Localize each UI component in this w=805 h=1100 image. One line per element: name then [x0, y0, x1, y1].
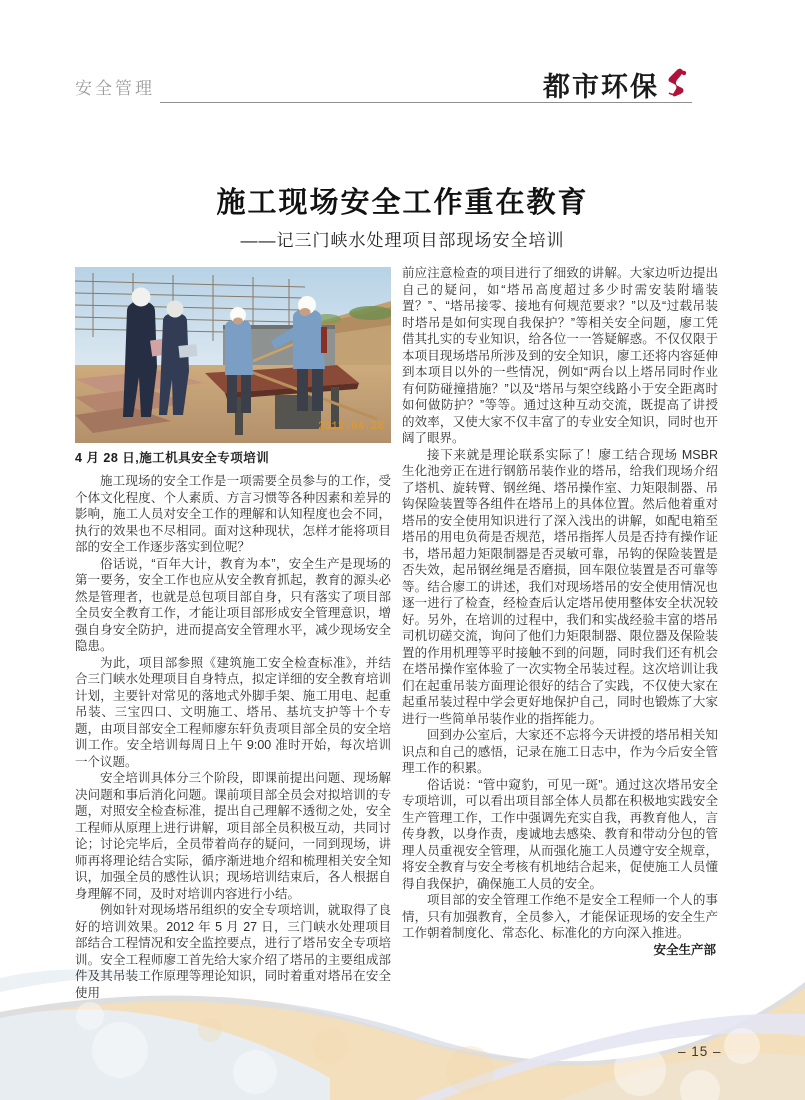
article-signature: 安全生产部: [653, 942, 716, 957]
body-paragraph: 施工现场的安全工作是一项需要全员参与的工作，受个体文化程度、个人素质、方言习惯等各种因素和差异的影响，施工人员对安全工作的理解和认知程度也会不同，执行的效果也不尽相同。面对这种现状，怎样才能将项目部的安全工作逐步落实到位呢？: [75, 474, 391, 554]
section-label: 安全管理: [75, 79, 155, 98]
body-paragraph: 俗话说，“百年大计，教育为本”，安全生产是现场的第一要务，安全工作也应从安全教育抓起，教育的源头必然是管理者，也就是总包项目部自身，只有落实了项目部全员安全教育工作，才能让项目部形成安全管理意识，增强自身安全防护，进而提高安全管理水平，减少现场安全隐患。: [75, 556, 391, 653]
body-paragraph: 为此，项目部参照《建筑施工安全检查标准》，并结合三门峡水处理项目自身特点，拟定详细的安全教育培训计划，主要针对常见的落地式外脚手架、施工用电、起重吊装、三宝四口、文明施工、塔吊、基坑支护等十个专题，由项目部安全工程师廖东轩负责项目部全员的安全培训工作。安全培训每周日上午 9:00 准时开始，每次培训一个议题。: [75, 655, 391, 769]
body-paragraph: 俗话说：“管中窥豹，可见一斑”。通过这次塔吊安全专项培训，可以看出项目部全体人员都在积极地实践安全生产管理工作，工作中强调先充实自我，再教育他人，言传身教，以身作责，虔诚地去感染、教育和带动分包的管理人员重视安全管理，从而强化施工人员遵守安全规章，将安全教育与安全考核有机地结合起来，促使施工人员懂得自我保护，确保施工人员的安全。: [402, 777, 718, 891]
body-paragraph: 例如针对现场塔吊组织的安全专项培训，就取得了良好的培训效果。2012 年 5 月 27 日，三门峡水处理项目部结合工程情况和安全监控要点，进行了塔吊安全专项培训。安全工程师廖工首先给大家介绍了塔吊的主要组成部件及其吊装工作原理等理论知识，同时着重对塔吊在安全使用: [75, 903, 391, 1000]
article-subtitle: ——记三门峡水处理项目部现场安全培训: [240, 231, 565, 250]
article-photo-figure: [75, 267, 391, 466]
left-column: [75, 267, 391, 1001]
left-column-text: [75, 473, 391, 1001]
article-title: 施工现场安全工作重在教育: [216, 187, 589, 219]
page-number: – 15 –: [678, 1044, 722, 1059]
photo-timestamp: 2012.04.28: [318, 421, 385, 433]
phoenix-mark-icon: [661, 67, 691, 101]
body-paragraph: 回到办公室后，大家还不忘将今天讲授的塔吊相关知识点和自己的感悟，记录在施工日志中，作为今后安全管理工作的积累。: [402, 728, 718, 775]
right-column-text: [402, 265, 718, 942]
brand-logo: [543, 66, 691, 102]
brand-wordmark: 都市环保: [543, 71, 659, 102]
construction-site-photo: [75, 267, 391, 443]
body-paragraph: 接下来就是理论联系实际了！廖工结合现场 MSBR 生化池旁正在进行钢筋吊装作业的塔吊，给我们现场介绍了塔机、旋转臂、钢丝绳、塔吊操作室、力矩限制器、吊钩保险装置等各组件在塔吊上的具体位置。然后他着重对塔吊的安全使用知识进行了深入浅出的讲解，如配电箱至塔吊的用电负荷是否规范，塔吊指挥人员是否持有操作证书，塔吊超力矩限制器是否灵敏可靠，吊钩的保险装置是否失效，起吊钢丝绳是否磨损，回车限位装置是否可靠等等。结合廖工的讲述，我们对现场塔吊的安全使用情况也逐一进行了检查，经检查后认定塔吊使用整体安全状况较好。另外，在培训的过程中，我们和实战经验丰富的塔吊司机切磋交流，询问了他们力矩限制器、限位器及保险装置的作用机理等平时接触不到的问题，同时我们还有机会在塔吊操作室体验了一次实物全吊装过程。这次培训让我们在起重吊装方面理论很好的结合了实践，不仅使大家在起重吊装过程中学会更好地保护自己，同时也锻炼了大家进行一些简单吊装作业的指挥能力。: [402, 447, 718, 726]
right-column: [402, 265, 718, 958]
body-paragraph: 前应注意检查的项目进行了细致的讲解。大家边听边提出自己的疑问，如“塔吊高度超过多少时需安装附墙装置？”、“塔吊接零、接地有何规范要求？”以及“过载吊装时塔吊是如何实现自我保护？”等相关安全问题，廖工凭借其扎实的专业知识，给各位一一答疑解惑。不仅仅限于本项目现场塔吊所涉及到的安全知识，廖工还将内容延伸到本项目以外的一些情况，例如“两台以上塔吊同时作业有何防碰撞措施？”以及“塔吊与架空线路小于安全距离时如何做防护？”等等。通过这种互动交流，既提高了讲授的效率，又使大家不仅丰富了的专业安全知识，同时也开阔了眼界。: [402, 266, 718, 445]
photo-caption: 4 月 28 日,施工机具安全专项培训: [75, 451, 270, 465]
body-paragraph: 安全培训具体分三个阶段，即课前提出问题、现场解决问题和事后消化问题。课前项目部全员会对拟培训的专题，对照安全检查标准，提出自己理解不透彻之处，安全工程师从原理上进行讲解，项目部全员积极互动，共同讨论；讨论完毕后，全员带着尚存的疑问，一同到现场，讲师再将理论结合实际，循序渐进地介绍和梳理相关安全知识，加强全员的感性认识；现场培训结束后，各人根据自身理解不同，及时对培训内容进行小结。: [75, 771, 391, 901]
body-paragraph: 项目部的安全管理工作绝不是安全工程师一个人的事情，只有加强教育，全员参入，才能保证现场的安全生产工作朝着制度化、常态化、标准化的方向深入推进。: [402, 893, 718, 940]
